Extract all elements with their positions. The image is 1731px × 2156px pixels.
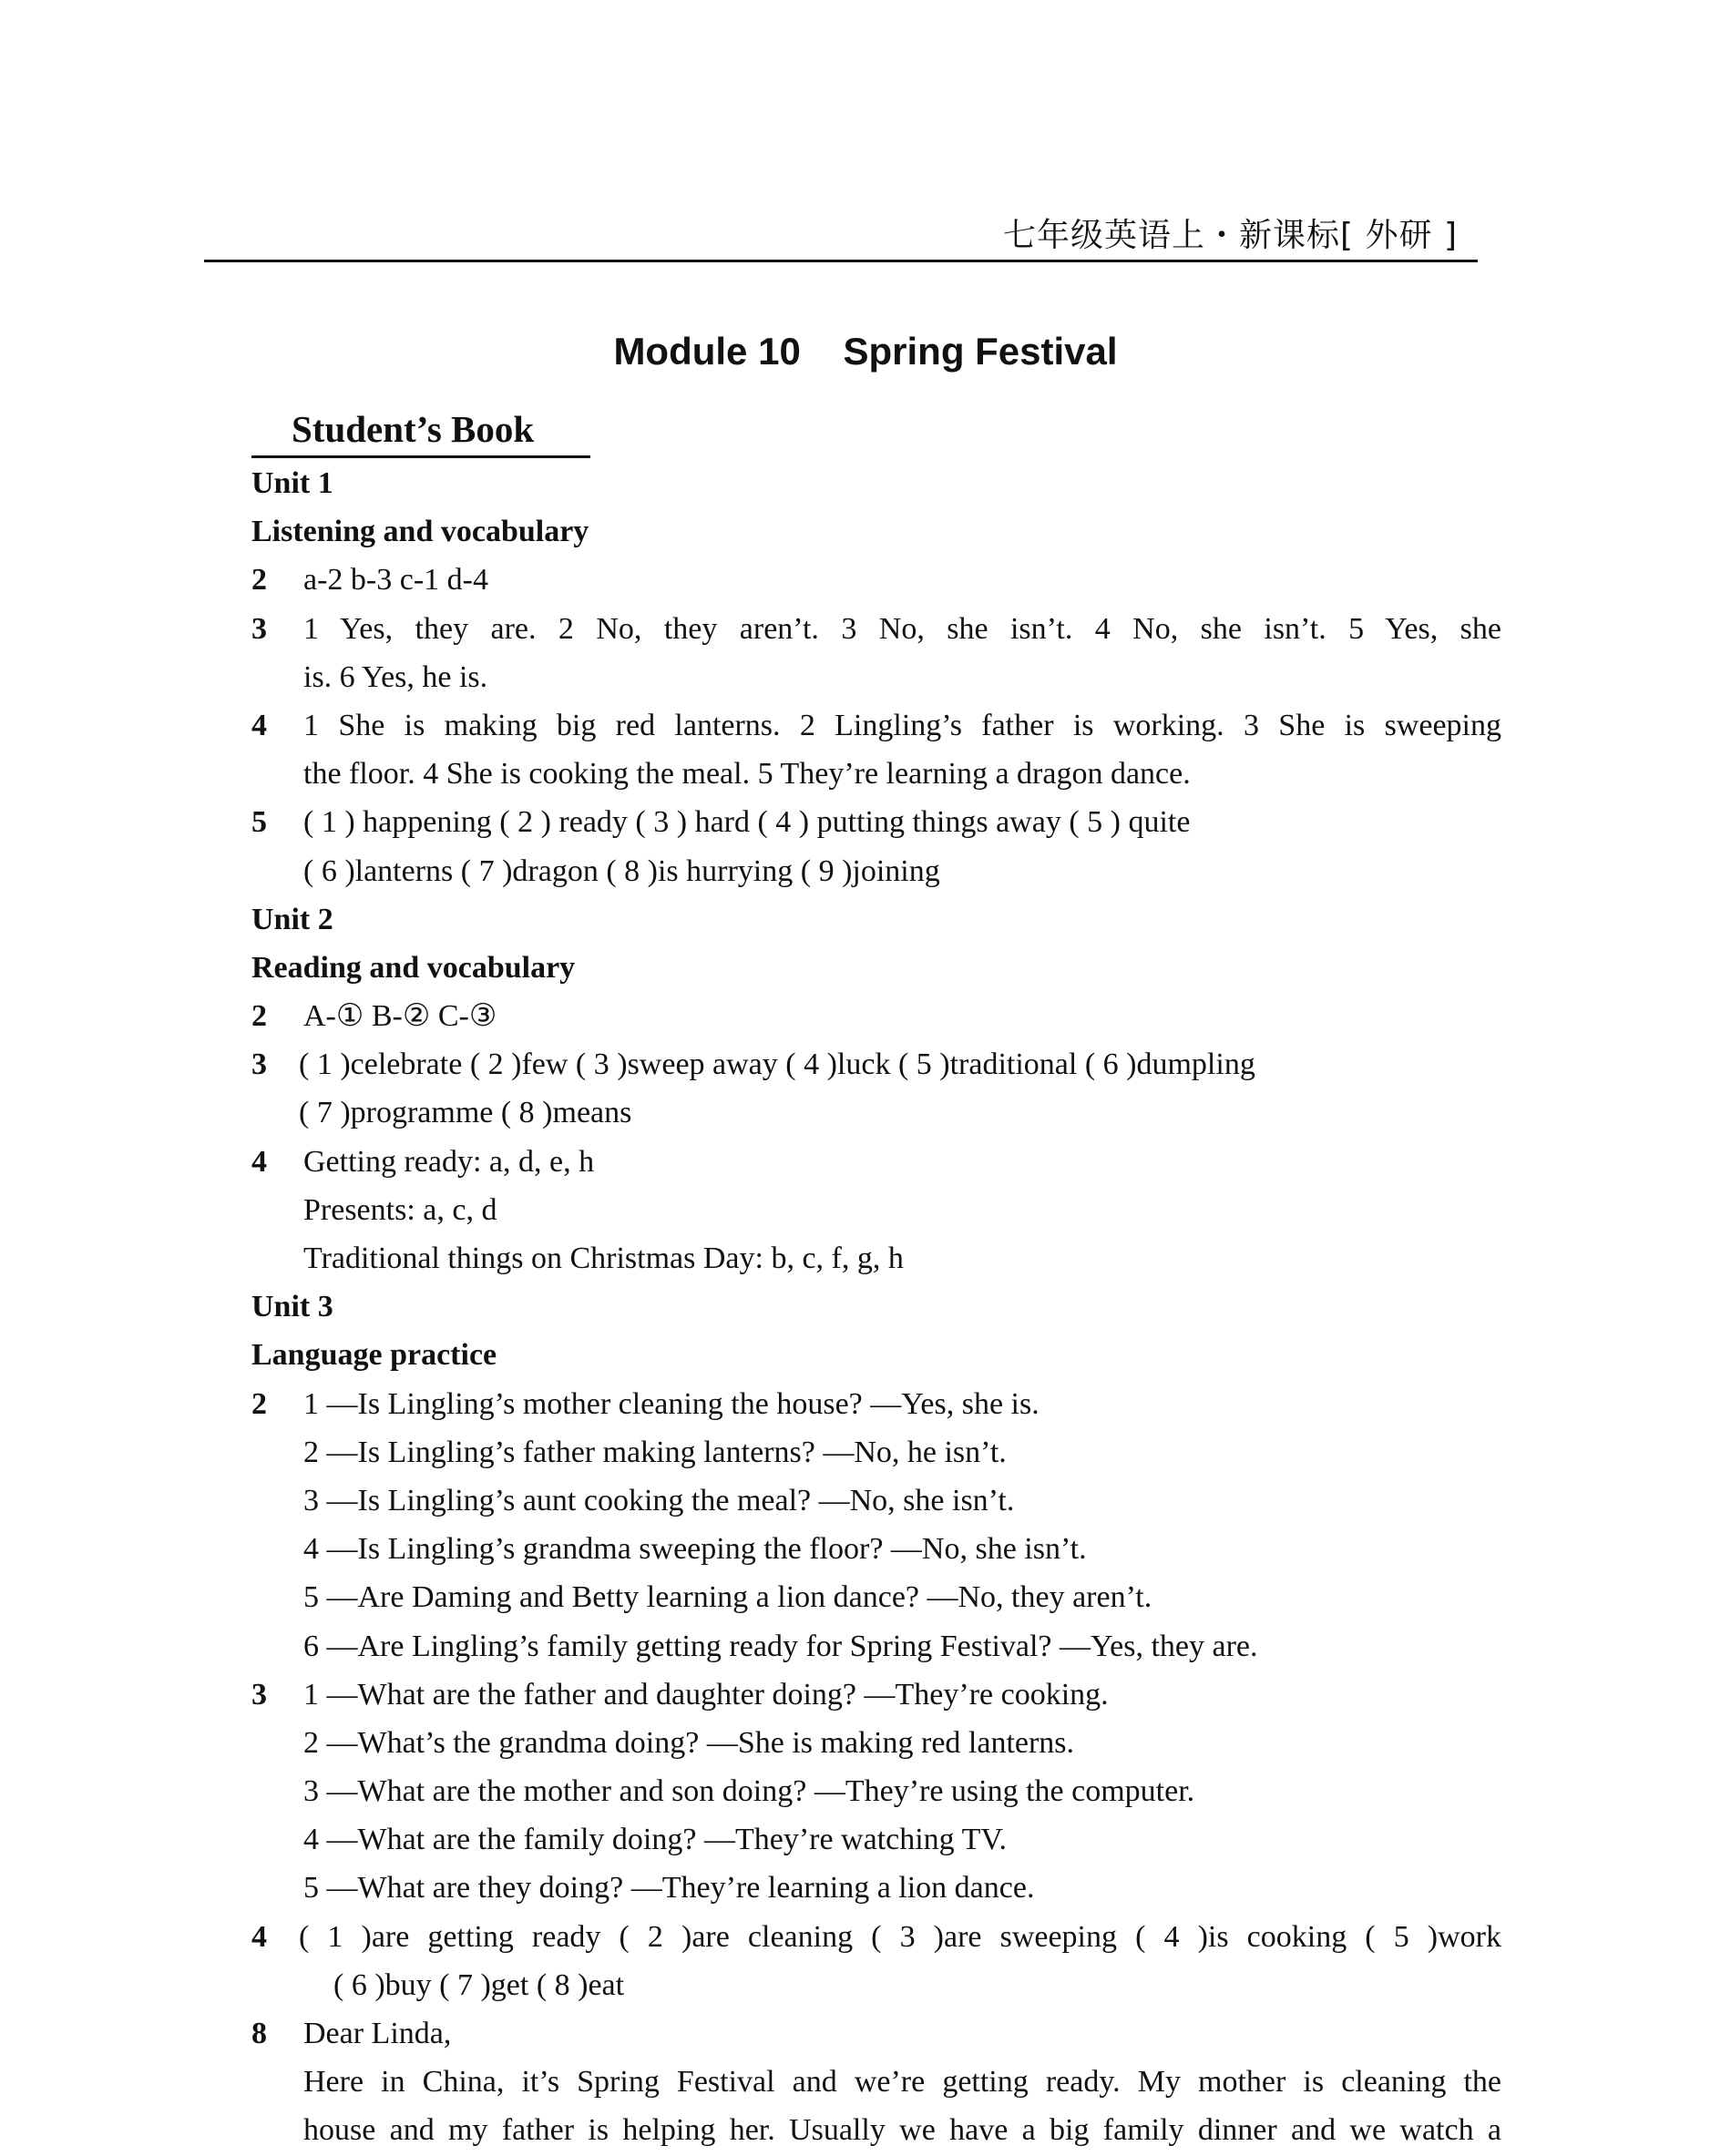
answer-continuation — [251, 1477, 1501, 1525]
answer-continuation — [251, 1719, 1501, 1767]
answer-line: 4 —Is Lingling’s grandma sweeping the floor? —No, she isn’t. — [303, 1532, 1087, 1567]
answer-line: 3 —Is Lingling’s aunt cooking the meal? —No, she isn’t. — [303, 1483, 1015, 1517]
answer-line: 4 —What are the family doing? —They’re watching TV. — [303, 1823, 1008, 1857]
answer-number: 4 — [251, 1919, 267, 1954]
answer-number: 8 — [251, 2017, 267, 2050]
answer-number: 5 — [251, 805, 267, 840]
answer-line: 3 —What are the mother and son doing? —They’re using the computer. — [303, 1774, 1195, 1809]
header-title: 七年级英语上・新课标[ 外研 ] — [1003, 217, 1458, 254]
answer-line: Dear Linda, — [303, 2017, 452, 2050]
answer-line: Presents: a, c, d — [303, 1192, 497, 1227]
answer-line: 1 —Is Lingling’s mother cleaning the house? —Yes, she is. — [303, 1386, 1040, 1421]
answer-continuation — [251, 1525, 1501, 1573]
answer-line: 5 —Are Daming and Betty learning a lion dance? —No, they aren’t. — [303, 1580, 1152, 1615]
answer-continuation — [251, 653, 1501, 701]
unit-label: Unit 1 — [251, 466, 333, 500]
answer-continuation — [251, 1573, 1501, 1621]
unit-heading: Language practice — [251, 1338, 497, 1373]
answer-line: ( 1 )are getting ready ( 2 )are cleaning ( 3 )are sweeping ( 4 )is cooking ( 5 )work — [299, 1919, 1501, 1954]
answer-line: a-2 b-3 c-1 d-4 — [303, 563, 488, 598]
answer-line: 1 She is making big red lanterns. 2 Lingling’s father is working. 3 She is sweeping — [303, 708, 1501, 742]
answer-item — [251, 1671, 1501, 1719]
answer-number: 2 — [251, 999, 267, 1034]
answer-line: 2 —What’s the grandma doing? —She is making red lanterns. — [303, 1725, 1075, 1760]
answer-line: A-① B-② C-③ — [303, 999, 497, 1034]
answer-continuation — [251, 1622, 1501, 1671]
answer-continuation — [251, 1186, 1501, 1234]
answer-line: 1 Yes, they are. 2 No, they aren’t. 3 No, she isn’t. 4 No, she isn’t. 5 Yes, she — [303, 611, 1501, 646]
answer-continuation — [251, 1767, 1501, 1815]
answer-continuation — [251, 2058, 1501, 2106]
answer-item — [251, 1913, 1501, 1961]
section-rule — [251, 455, 590, 458]
answer-line: Traditional things on Christmas Day: b, c, f, g, h — [303, 1241, 904, 1275]
answer-number: 4 — [251, 1144, 267, 1179]
answer-item — [251, 1040, 1501, 1088]
answer-line: ( 7 )programme ( 8 )means — [299, 1096, 632, 1130]
answer-item — [251, 1138, 1501, 1186]
answer-line: ( 1 )celebrate ( 2 )few ( 3 )sweep away ( 4 )luck ( 5 )traditional ( 6 )dumpling — [299, 1047, 1255, 1082]
answer-number: 2 — [251, 563, 267, 598]
unit-heading: Reading and vocabulary — [251, 950, 576, 985]
answer-continuation — [251, 847, 1501, 895]
answer-continuation — [251, 1864, 1501, 1912]
header-rule — [204, 260, 1478, 262]
answer-line: 2 —Is Lingling’s father making lanterns? —No, he isn’t. — [303, 1435, 1007, 1469]
section-title: Student’s Book — [292, 408, 535, 450]
answer-item — [251, 701, 1501, 750]
module-title: Module 10 Spring Festival — [613, 330, 1118, 373]
answer-continuation — [251, 750, 1501, 798]
answer-continuation — [251, 1961, 1501, 2009]
answer-item — [251, 1380, 1501, 1428]
answer-line: house and my father is helping her. Usually we have a big family dinner and we watch a — [303, 2113, 1501, 2148]
answer-line: Getting ready: a, d, e, h — [303, 1144, 595, 1179]
answer-number: 3 — [251, 1677, 267, 1712]
answer-line: ( 6 )lanterns ( 7 )dragon ( 8 )is hurrying ( 9 )joining — [303, 853, 940, 888]
answer-continuation — [251, 1234, 1501, 1282]
answer-line: 5 —What are they doing? —They’re learning a lion dance. — [303, 1871, 1035, 1906]
answer-line: the floor. 4 She is cooking the meal. 5 They’re learning a dragon dance. — [303, 757, 1191, 792]
answer-item — [251, 2009, 1501, 2058]
answer-line: 6 —Are Lingling’s family getting ready for Spring Festival? —Yes, they are. — [303, 1629, 1258, 1663]
answer-number: 3 — [251, 611, 267, 646]
answer-line: ( 1 ) happening ( 2 ) ready ( 3 ) hard ( 4 ) putting things away ( 5 ) quite — [303, 805, 1191, 840]
answer-item — [251, 992, 1501, 1040]
answer-item — [251, 798, 1501, 846]
unit-label: Unit 2 — [251, 902, 333, 936]
answer-content — [251, 459, 1501, 2155]
answer-line: ( 6 )buy ( 7 )get ( 8 )eat — [333, 1967, 625, 2002]
answer-line: Here in China, it’s Spring Festival and we’re getting ready. My mother is cleaning the — [303, 2065, 1501, 2100]
answer-number: 2 — [251, 1386, 267, 1421]
answer-item — [251, 556, 1501, 604]
answer-continuation — [251, 1428, 1501, 1477]
answer-line: is. 6 Yes, he is. — [303, 659, 488, 694]
answer-item — [251, 605, 1501, 653]
answer-number: 3 — [251, 1047, 267, 1082]
answer-continuation — [251, 2106, 1501, 2154]
unit-label: Unit 3 — [251, 1290, 333, 1324]
answer-number: 4 — [251, 708, 267, 742]
answer-continuation — [251, 1088, 1501, 1137]
answer-line: 1 —What are the father and daughter doing? —They’re cooking. — [303, 1677, 1109, 1712]
unit-heading: Listening and vocabulary — [251, 515, 589, 549]
answer-continuation — [251, 1815, 1501, 1864]
